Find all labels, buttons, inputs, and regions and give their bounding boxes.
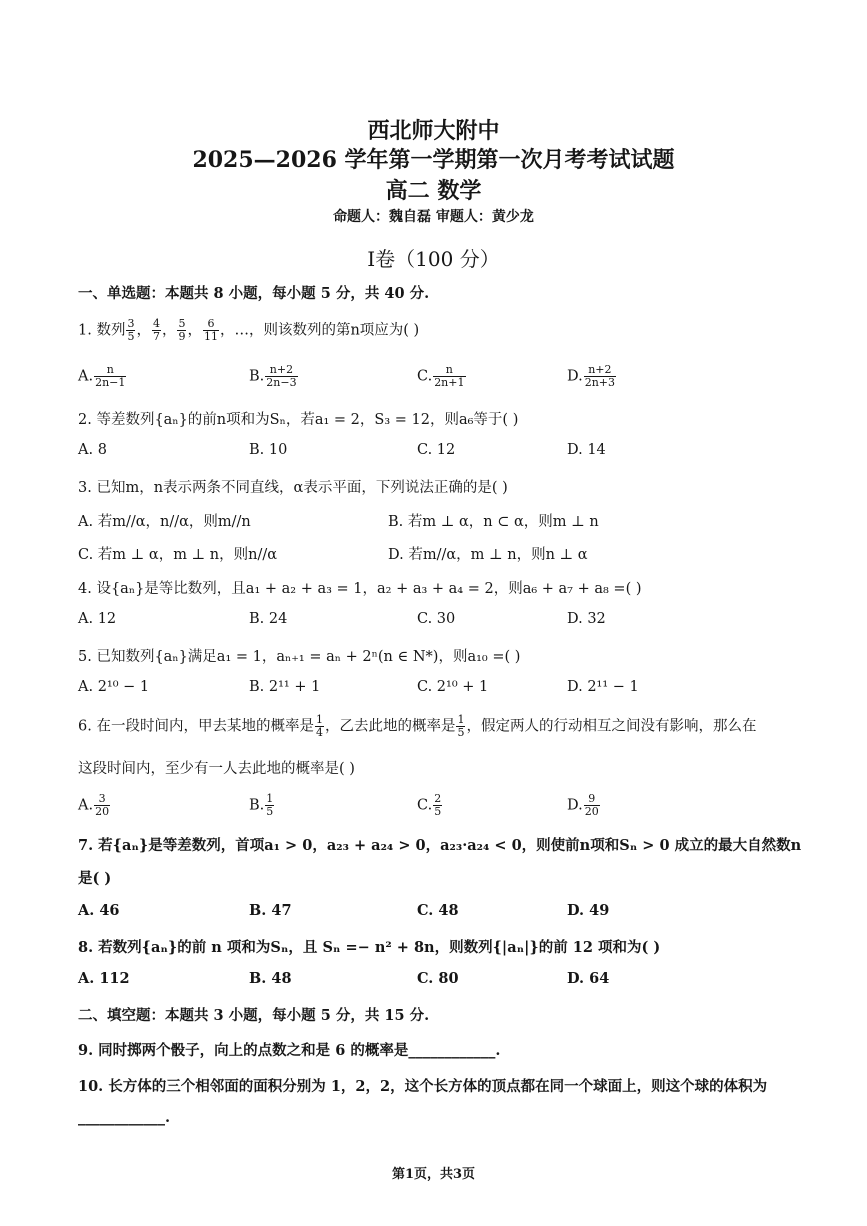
q7-option-b: B. 47 bbox=[249, 902, 292, 919]
question-5-stem: 5. 已知数列{aₙ}满足a₁ = 1，aₙ₊₁ = aₙ + 2ⁿ(n ∈ N*)，则a₁₀ =( ) bbox=[78, 649, 521, 665]
q6-option-c: C. $\frac{2}{5}$ bbox=[417, 792, 442, 818]
q3-option-a: A. 若m//α，n//α，则m//n bbox=[78, 514, 251, 530]
volume-title: Ⅰ卷（100 分） bbox=[367, 247, 500, 271]
question-6-stem: 6. 在一段时间内，甲去某地的概率是 $\frac{1}{4}$ ，乙去此地的概率是 $\frac{1}{5}$ ，假定两人的行动相互之间没有影响，那么在 bbox=[78, 713, 757, 739]
q5-option-c: C. 2¹⁰ + 1 bbox=[417, 679, 489, 695]
q6-option-d: D. $\frac{9}{20}$ bbox=[567, 792, 599, 818]
q6-fraction-2: $\frac{1}{5}$ bbox=[457, 713, 465, 739]
q1-fraction-3: $\frac{5}{9}$ bbox=[178, 317, 186, 343]
q6-option-b: B. $\frac{1}{5}$ bbox=[249, 792, 274, 818]
subject-title: 高二 数学 bbox=[385, 178, 482, 204]
authors-line: 命题人：魏自磊 审题人：黄少龙 bbox=[333, 209, 534, 225]
question-7-stem-line-2: 是( ) bbox=[78, 870, 112, 887]
q2-option-c: C. 12 bbox=[417, 442, 456, 458]
q6-fraction-1: $\frac{1}{4}$ bbox=[315, 713, 323, 739]
q8-option-c: C. 80 bbox=[417, 970, 459, 987]
q7-option-c: C. 48 bbox=[417, 902, 459, 919]
question-2-stem: 2. 等差数列{aₙ}的前n项和为Sₙ，若a₁ = 2，S₃ = 12，则a₆等于( ) bbox=[78, 412, 519, 428]
q5-option-b: B. 2¹¹ + 1 bbox=[249, 679, 321, 695]
q1-prefix: 1. 数列 bbox=[78, 322, 126, 339]
q2-option-d: D. 14 bbox=[567, 442, 606, 458]
q7-option-a: A. 46 bbox=[78, 902, 120, 919]
q5-option-a: A. 2¹⁰ − 1 bbox=[78, 679, 150, 695]
exam-title: 2025—2026 学年第一学期第一次月考考试试题 bbox=[192, 147, 675, 173]
question-3-stem: 3. 已知m，n表示两条不同直线，α表示平面，下列说法正确的是( ) bbox=[78, 480, 508, 496]
q4-option-c: C. 30 bbox=[417, 611, 456, 627]
page-footer: 第1页，共3页 bbox=[391, 1167, 476, 1182]
question-9-stem: 9. 同时掷两个骰子，向上的点数之和是 6 的概率是____________. bbox=[78, 1042, 501, 1059]
q1-option-c: C. $\frac{n}{2n+1}$ bbox=[417, 363, 465, 389]
q1-fraction-2: $\frac{4}{7}$ bbox=[152, 317, 160, 343]
question-8-stem: 8. 若数列{aₙ}的前 n 项和为Sₙ，且 Sₙ =− n² + 8n，则数列{|aₙ|}的前 12 项和为( ) bbox=[78, 939, 661, 956]
question-6-stem-line-2: 这段时间内，至少有一人去此地的概率是( ) bbox=[78, 761, 355, 777]
q2-option-b: B. 10 bbox=[249, 442, 288, 458]
q4-option-a: A. 12 bbox=[78, 611, 117, 627]
q5-option-d: D. 2¹¹ − 1 bbox=[567, 679, 639, 695]
q1-fraction-1: $\frac{3}{5}$ bbox=[127, 317, 135, 343]
section-2-title: 二、填空题：本题共 3 小题，每小题 5 分，共 15 分. bbox=[78, 1007, 430, 1024]
q3-option-c: C. 若m ⊥ α，m ⊥ n，则n//α bbox=[78, 547, 278, 563]
q2-option-a: A. 8 bbox=[78, 442, 107, 458]
q3-option-d: D. 若m//α，m ⊥ n，则n ⊥ α bbox=[388, 547, 588, 563]
q4-option-b: B. 24 bbox=[249, 611, 288, 627]
question-10-answer-blank: ____________. bbox=[78, 1109, 171, 1126]
question-4-stem: 4. 设{aₙ}是等比数列，且a₁ + a₂ + a₃ = 1，a₂ + a₃ + a₄ = 2，则a₆ + a₇ + a₈ =( ) bbox=[78, 581, 642, 597]
section-1-title: 一、单选题：本题共 8 小题，每小题 5 分，共 40 分. bbox=[78, 285, 430, 302]
question-1-stem: 1. 数列 $\frac{3}{5}$ ， $\frac{4}{7}$ ， $\frac{5}{9}$ ， $\frac{6}{11}$ ，…，则该数列的第n项应为( ) bbox=[78, 317, 420, 343]
q1-option-b: B. $\frac{n+2}{2n-3}$ bbox=[249, 363, 297, 389]
q8-option-d: D. 64 bbox=[567, 970, 610, 987]
q1-suffix: ，…，则该数列的第n项应为( ) bbox=[219, 322, 420, 339]
question-10-stem: 10. 长方体的三个相邻面的面积分别为 1，2，2，这个长方体的顶点都在同一个球面上，则这个球的体积为 bbox=[78, 1078, 768, 1095]
q7-option-d: D. 49 bbox=[567, 902, 610, 919]
school-title: 西北师大附中 bbox=[367, 118, 500, 144]
q8-option-b: B. 48 bbox=[249, 970, 292, 987]
q1-option-a: A. $\frac{n}{2n-1}$ bbox=[78, 363, 126, 389]
q1-fraction-4: $\frac{6}{11}$ bbox=[203, 317, 218, 343]
q6-option-a: A. $\frac{3}{20}$ bbox=[78, 792, 110, 818]
q1-option-d: D. $\frac{n+2}{2n+3}$ bbox=[567, 363, 616, 389]
q3-option-b: B. 若m ⊥ α，n ⊂ α，则m ⊥ n bbox=[388, 514, 599, 530]
question-7-stem: 7. 若{aₙ}是等差数列，首项a₁ > 0，a₂₃ + a₂₄ > 0，a₂₃·a₂₄ < 0，则使前n项和Sₙ > 0 成立的最大自然数n bbox=[78, 837, 802, 854]
q8-option-a: A. 112 bbox=[78, 970, 130, 987]
q4-option-d: D. 32 bbox=[567, 611, 606, 627]
